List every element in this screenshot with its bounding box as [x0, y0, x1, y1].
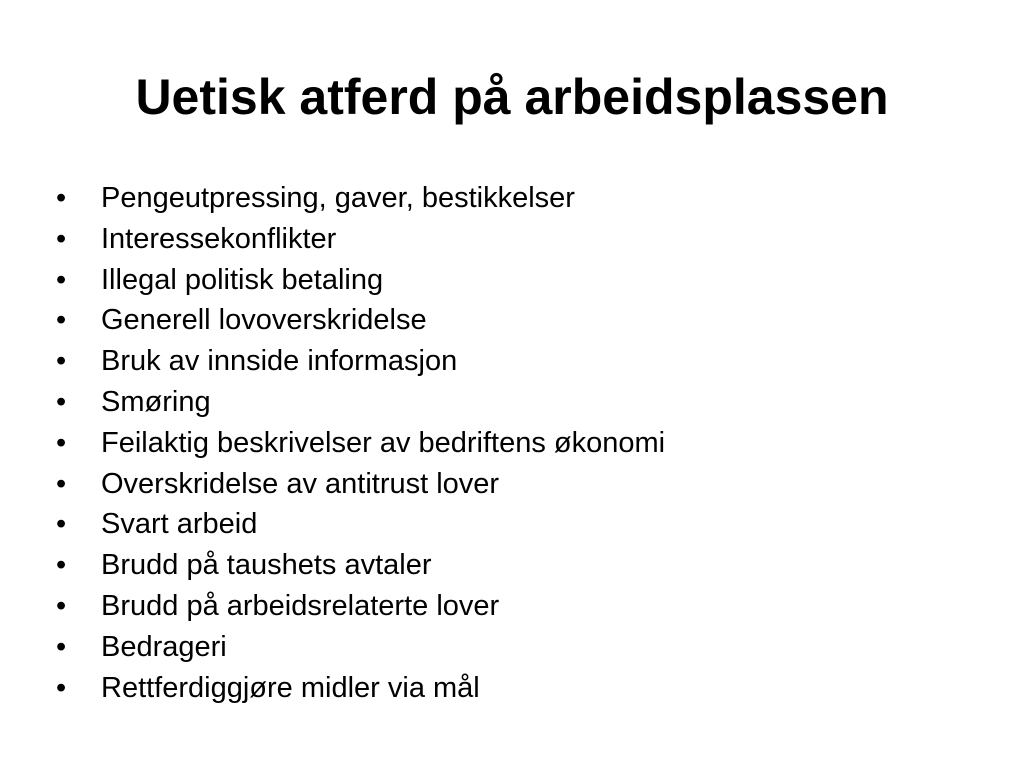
bullet-icon: •	[56, 671, 67, 704]
list-item-text: Brudd på taushets avtaler	[101, 549, 432, 582]
bullet-icon: •	[56, 345, 67, 378]
list-item	[56, 178, 996, 219]
list-item	[56, 586, 996, 627]
list-item	[56, 627, 996, 668]
list-item	[56, 464, 996, 505]
bullet-icon: •	[56, 630, 67, 663]
list-item	[56, 545, 996, 586]
bullet-icon: •	[56, 222, 67, 255]
slide-title: Uetisk atferd på arbeidsplassen	[135, 69, 889, 125]
list-item-text: Generell lovoverskridelse	[101, 304, 427, 337]
bullet-icon: •	[56, 263, 67, 296]
list-item-text: Interessekonflikter	[101, 222, 337, 255]
list-item	[56, 382, 996, 423]
bullet-icon: •	[56, 304, 67, 337]
bullet-icon: •	[56, 182, 67, 214]
list-item-text: Brudd på arbeidsrelaterte lover	[101, 589, 500, 622]
list-item-text: Smøring	[101, 385, 211, 418]
list-item	[56, 300, 996, 341]
list-item-text: Svart arbeid	[101, 508, 258, 541]
list-item-text: Bruk av innside informasjon	[101, 345, 458, 378]
list-item-text: Overskridelse av antitrust lover	[101, 467, 500, 500]
list-item	[56, 260, 996, 301]
list-item-text: Bedrageri	[101, 630, 227, 663]
bullet-icon: •	[56, 385, 67, 418]
list-item-text: Pengeutpressing, gaver, bestikkelser	[101, 182, 575, 214]
list-item	[56, 504, 996, 545]
bullet-icon: •	[56, 467, 67, 500]
bullet-icon: •	[56, 589, 67, 622]
list-item	[56, 219, 996, 260]
bullet-icon: •	[56, 508, 67, 541]
list-item-text: Rettferdiggjøre midler via mål	[101, 671, 480, 704]
list-item-text: Illegal politisk betaling	[101, 263, 384, 296]
bullet-icon: •	[56, 426, 67, 459]
bullet-icon: •	[56, 549, 67, 582]
list-item	[56, 341, 996, 382]
bullet-list	[56, 178, 996, 708]
list-item	[56, 668, 996, 709]
list-item-text: Feilaktig beskrivelser av bedriftens økonomi	[101, 426, 666, 459]
list-item	[56, 423, 996, 464]
